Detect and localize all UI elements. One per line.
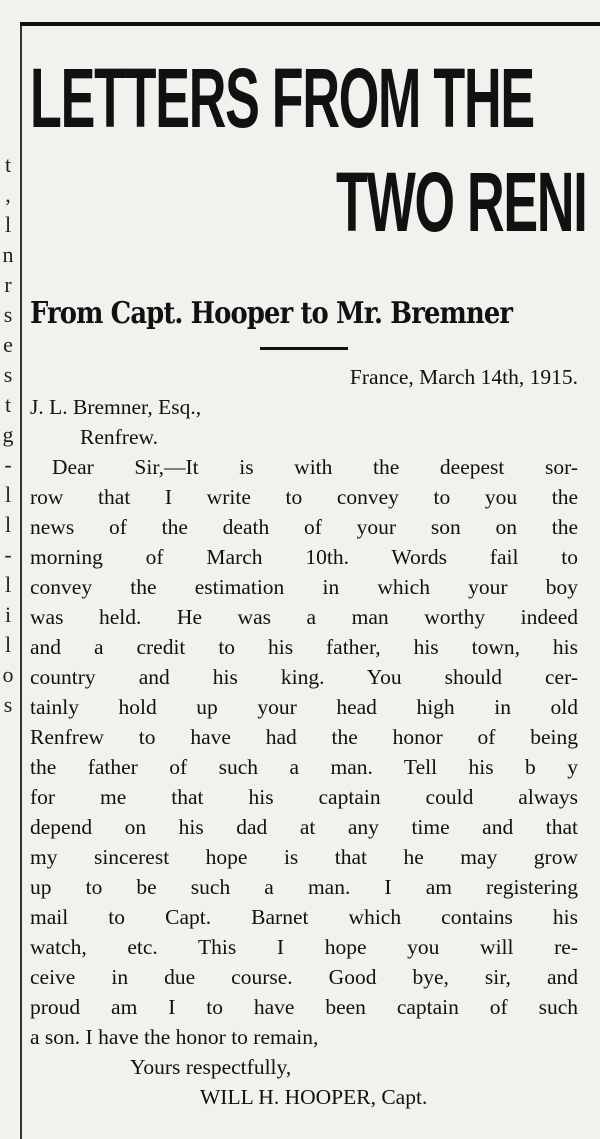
letter-body-line: for me that his captain could always	[30, 785, 578, 809]
dateline: France, March 14th, 1915.	[349, 365, 578, 389]
left-fragment: e	[3, 332, 13, 357]
letter-body-line: news of the death of your son on the	[30, 515, 578, 539]
top-rule	[20, 22, 600, 26]
left-fragment: s	[3, 692, 13, 717]
letter-body	[30, 452, 578, 1052]
letter-body-line: country and his king. You should cer-	[30, 665, 578, 689]
letter-body-line: my sincerest hope is that he may grow	[30, 845, 578, 869]
letter-body-line: convey the estimation in which your boy	[30, 575, 578, 599]
left-fragment: t	[4, 392, 12, 417]
addressee-name: J. L. Bremner, Esq.,	[30, 395, 202, 419]
closing: Yours respectfully,	[130, 1055, 292, 1079]
letter-body-line: mail to Capt. Barnet which contains his	[30, 905, 578, 929]
left-fragment: s	[3, 362, 13, 387]
left-fragment: t	[4, 152, 12, 177]
letter-body-line: and a credit to his father, his town, his	[30, 635, 578, 659]
letter-body-line: ceive in due course. Good bye, sir, and	[30, 965, 578, 989]
left-fragment: n	[2, 242, 14, 267]
letter-body-line: up to be such a man. I am registering	[30, 875, 578, 899]
left-fragment: i	[4, 602, 12, 627]
left-fragment: s	[3, 302, 13, 327]
left-fragment: -	[4, 542, 12, 567]
headline-line-2: TWO RENI	[336, 160, 587, 244]
letter-body-line: was held. He was a man worthy indeed	[30, 605, 578, 629]
addressee-place: Renfrew.	[80, 425, 159, 449]
letter-body-line: proud am I to have been captain of such	[30, 995, 578, 1019]
left-column-fragments	[0, 150, 16, 720]
subheadline: From Capt. Hooper to Mr. Bremner	[30, 296, 513, 331]
headline-line-1: LETTERS FROM THE	[30, 56, 534, 140]
left-fragment: g	[2, 422, 14, 447]
column-divider	[20, 26, 22, 1139]
letter-body-line: row that I write to convey to you the	[30, 485, 578, 509]
letter-body-line: morning of March 10th. Words fail to	[30, 545, 578, 569]
left-fragment: l	[4, 482, 12, 507]
left-fragment: o	[2, 662, 14, 687]
signature: WILL H. HOOPER, Capt.	[200, 1085, 428, 1109]
subheadline-rule	[260, 347, 348, 350]
left-fragment: l	[4, 572, 12, 597]
left-fragment: ,	[5, 182, 11, 207]
letter-body-line: depend on his dad at any time and that	[30, 815, 578, 839]
left-fragment: l	[4, 212, 12, 237]
letter	[30, 362, 578, 1112]
left-fragment: l	[4, 632, 12, 657]
letter-body-line: tainly hold up your head high in old	[30, 695, 578, 719]
left-fragment: -	[4, 452, 12, 477]
letter-body-line: Renfrew to have had the honor of being	[30, 725, 578, 749]
letter-body-line: the father of such a man. Tell his b y	[30, 755, 578, 779]
left-fragment: r	[4, 272, 12, 297]
letter-body-line: Dear Sir,—It is with the deepest sor-	[52, 455, 578, 479]
letter-body-line: watch, etc. This I hope you will re-	[30, 935, 578, 959]
letter-body-line: a son. I have the honor to remain,	[30, 1025, 319, 1049]
left-fragment: l	[4, 512, 12, 537]
